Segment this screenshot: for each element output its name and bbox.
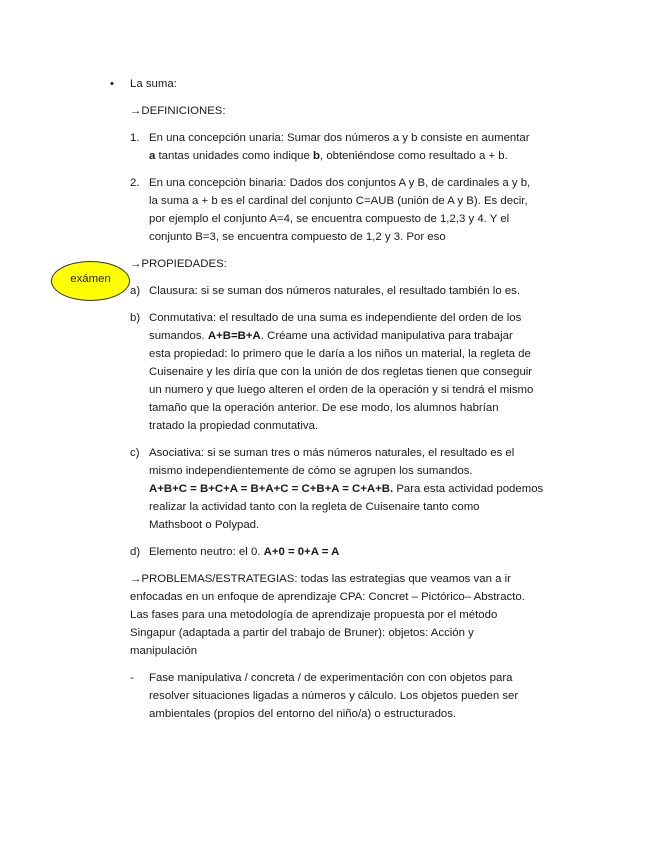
propB-line7: tratado la propiedad conmutativa. bbox=[149, 420, 319, 432]
propD-text: Elemento neutro: el 0. A+0 = 0+A = A bbox=[149, 546, 340, 558]
propA-marker: a) bbox=[130, 285, 141, 297]
def2-line2: la suma a + b es el cardinal del conjunto C=AUB (unión de A y B). Es decir, bbox=[149, 195, 528, 207]
propC-line1: Asociativa: si se suman tres o más números naturales, el resultado es el bbox=[149, 447, 515, 459]
problemas-line1: →PROBLEMAS/ESTRATEGIAS: todas las estrategias que veamos van a ir bbox=[130, 573, 511, 585]
def2-line3: por ejemplo el conjunto A=4, se encuentra compuesto de 1,2,3 y 4. Y el bbox=[149, 213, 510, 225]
propB-line5: un numero y que luego alteren el orden de la operación y si tendrá el mismo bbox=[149, 384, 534, 396]
def1-line1: En una concepción unaria: Sumar dos números a y b consiste en aumentar bbox=[149, 132, 530, 144]
fase-marker: - bbox=[130, 672, 134, 684]
definiciones-heading: →DEFINICIONES: bbox=[130, 105, 226, 117]
problemas-line5: manipulación bbox=[130, 645, 198, 657]
def2-line4: conjunto B=3, se encuentra compuesto de 1,2 y 3. Por eso bbox=[149, 231, 446, 243]
def1-line2: a tantas unidades como indique b, obteniéndose como resultado a + b. bbox=[149, 150, 508, 162]
problemas-line4: Singapur (adaptada a partir del trabajo de Bruner): objetos: Acción y bbox=[130, 627, 474, 639]
examen-annotation bbox=[51, 261, 130, 301]
propC-line4: realizar la actividad tanto con la regleta de Cuisenaire tanto como bbox=[149, 501, 480, 513]
def2-line1: En una concepción binaria: Dados dos conjuntos A y B, de cardinales a y b, bbox=[149, 177, 531, 189]
def2-marker: 2. bbox=[130, 177, 140, 189]
propB-line1: Conmutativa: el resultado de una suma es independiente del orden de los bbox=[149, 312, 522, 324]
propB-line6: tamaño que la operación anterior. De ese modo, los alumnos habrían bbox=[149, 402, 499, 414]
problemas-line3: Las fases para una metodología de aprendizaje propuesta por el método bbox=[130, 609, 498, 621]
propC-line2: mismo independientemente de cómo se agrupen los sumandos. bbox=[149, 465, 473, 477]
fase-line2: resolver situaciones ligadas a números y cálculo. Los objetos pueden ser bbox=[149, 690, 519, 702]
propC-marker: c) bbox=[130, 447, 140, 459]
propD-marker: d) bbox=[130, 546, 141, 558]
propiedades-heading: →PROPIEDADES: bbox=[130, 258, 227, 270]
propB-line3: esta propiedad: lo primero que le daría a los niños un material, la regleta de bbox=[149, 348, 531, 360]
propB-marker: b) bbox=[130, 312, 141, 324]
fase-line3: ambientales (propios del entorno del niño/a) o estructurados. bbox=[149, 708, 457, 720]
problemas-line2: enfocadas en un enfoque de aprendizaje CPA: Concret – Pictórico– Abstracto. bbox=[130, 591, 525, 603]
bullet-text: La suma: bbox=[130, 78, 177, 90]
annotation-text: exámen bbox=[70, 273, 111, 285]
propC-line5: Mathsboot o Polypad. bbox=[149, 519, 260, 531]
propA-text: Clausura: si se suman dos números naturales, el resultado también lo es. bbox=[149, 285, 521, 297]
bullet-marker: • bbox=[110, 78, 114, 90]
propB-line4: Cuisenaire y les diría que con la unión de dos regletas tienen que conseguir bbox=[149, 366, 533, 378]
propB-line2: sumandos. A+B=B+A. Créame una actividad manipulativa para trabajar bbox=[149, 330, 513, 342]
def1-marker: 1. bbox=[130, 132, 140, 144]
fase-line1: Fase manipulativa / concreta / de experimentación con con objetos para bbox=[149, 672, 513, 684]
propC-line3: A+B+C = B+C+A = B+A+C = C+B+A = C+A+B. Para esta actividad podemos bbox=[149, 483, 544, 495]
